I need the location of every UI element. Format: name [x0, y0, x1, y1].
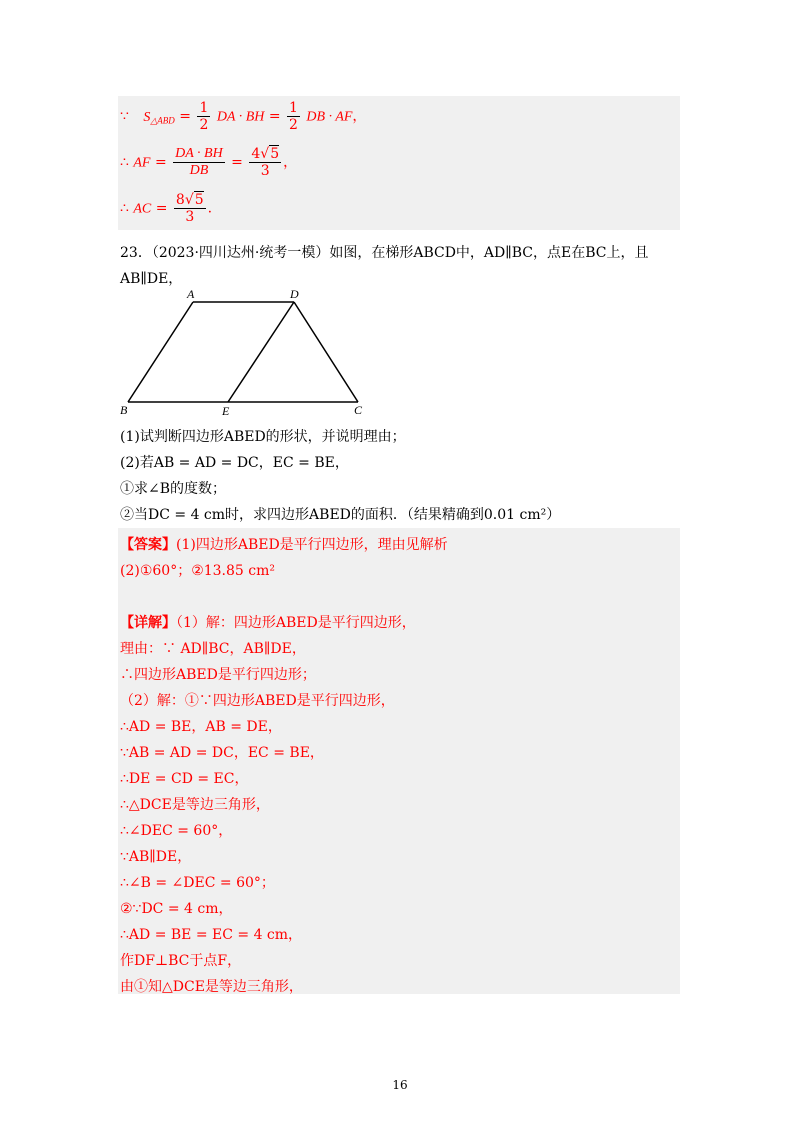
label-c: C — [354, 403, 363, 417]
question-2b: ②当DC = 4 cm时，求四边形ABED的面积．（结果精确到0.01 cm²） — [120, 507, 561, 523]
frac-num: DA · BH — [175, 146, 223, 161]
edge-ab — [128, 302, 193, 402]
prev-solution-line-2 — [120, 146, 297, 179]
detail-line-11: ②∵DC = 4 cm， — [120, 901, 233, 917]
detail-line-12: ∴AD = BE = EC = 4 cm， — [120, 927, 303, 943]
question-1: (1)试判断四边形ABED的形状，并说明理由； — [120, 429, 406, 445]
label-e: E — [222, 404, 230, 418]
problem-stem-line-2: AB∥DE， — [120, 271, 183, 287]
punct: . — [207, 200, 213, 217]
radicand: 5 — [194, 192, 204, 208]
answer-line-1 — [120, 534, 448, 554]
detail-line-4: ∴AD = BE，AB = DE， — [120, 719, 282, 735]
term-da-bh: DA · BH — [216, 109, 265, 125]
equals: = — [179, 108, 191, 125]
detail-line-14: 由①知△DCE是等边三角形， — [120, 979, 303, 995]
detail-line-1: 理由：∵ AD∥BC，AB∥DE， — [120, 641, 306, 657]
area-subscript: △ABD — [150, 115, 175, 126]
radicand: 5 — [270, 146, 280, 162]
edge-de — [228, 302, 294, 402]
fraction-da-bh-over-db — [173, 146, 225, 179]
label-d: D — [290, 287, 299, 301]
fraction-half-1 — [197, 100, 210, 133]
equals: = — [268, 108, 281, 125]
detail-tag: 【详解】 — [120, 615, 176, 631]
sqrt-icon: √ — [260, 146, 270, 162]
coef: 4 — [251, 146, 261, 162]
fraction-4root5-over-3 — [249, 146, 281, 179]
detail-line-7: ∴△DCE是等边三角形， — [120, 797, 270, 813]
area-symbol: S — [143, 109, 151, 125]
lhs-af: AF — [133, 155, 151, 171]
prev-solution-line-3 — [120, 192, 212, 225]
label-b: B — [120, 403, 128, 417]
lhs-ac: AC — [133, 201, 152, 217]
detail-text: （1）解：四边形ABED是平行四边形， — [176, 615, 416, 631]
detail-line-6: ∴DE = CD = EC， — [120, 771, 249, 787]
detail-line-13: 作DF⊥BC于点F， — [120, 953, 242, 969]
detail-line-3: （2）解：①∵四边形ABED是平行四边形， — [120, 693, 395, 709]
coef: 8 — [175, 192, 185, 208]
fraction-8root5-over-3 — [174, 192, 206, 225]
frac-den: 2 — [289, 117, 298, 133]
equals: = — [154, 154, 167, 171]
prev-solution-line-1 — [120, 100, 366, 133]
sqrt-icon: √ — [184, 192, 194, 208]
page-number: 16 — [392, 1078, 408, 1092]
punct: ， — [352, 108, 367, 125]
detail-line-5: ∵AB = AD = DC，EC = BE， — [120, 745, 324, 761]
edge-dc — [294, 302, 358, 402]
therefore-symbol: ∴ — [120, 200, 129, 217]
answer-text-1: (1)四边形ABED是平行四边形，理由见解析 — [176, 537, 448, 553]
frac-den: DB — [189, 163, 209, 178]
fraction-half-2 — [287, 100, 300, 133]
detail-line-2: ∴四边形ABED是平行四边形； — [120, 667, 316, 683]
punct: ， — [283, 154, 298, 171]
frac-num: 1 — [289, 100, 298, 116]
because-symbol: ∵ — [120, 108, 129, 125]
detail-line-8: ∴∠DEC = 60°， — [120, 823, 233, 839]
label-a: A — [187, 287, 195, 301]
frac-num: 1 — [199, 100, 209, 116]
equals: = — [155, 200, 168, 217]
trapezoid-figure — [118, 286, 368, 418]
frac-den: 3 — [260, 163, 270, 179]
question-2a: ①求∠B的度数； — [120, 481, 227, 497]
question-2: (2)若AB = AD = DC，EC = BE， — [120, 455, 349, 471]
detail-line-9: ∵AB∥DE， — [120, 849, 192, 865]
answer-line-2: (2)①60°；②13.85 cm² — [120, 563, 276, 579]
detail-line-0 — [120, 612, 416, 632]
answer-tag: 【答案】 — [120, 537, 176, 553]
equals: = — [231, 154, 243, 171]
term-db-af: DB · AF — [306, 109, 353, 125]
frac-den: 3 — [185, 209, 195, 225]
frac-den: 2 — [199, 117, 209, 133]
detail-line-10: ∴∠B = ∠DEC = 60°； — [120, 875, 275, 891]
therefore-symbol: ∴ — [120, 154, 129, 171]
problem-stem-line-1: 23．（2023·四川达州·统考一模）如图，在梯形ABCD中，AD∥BC，点E在BC上，且 — [120, 245, 649, 261]
